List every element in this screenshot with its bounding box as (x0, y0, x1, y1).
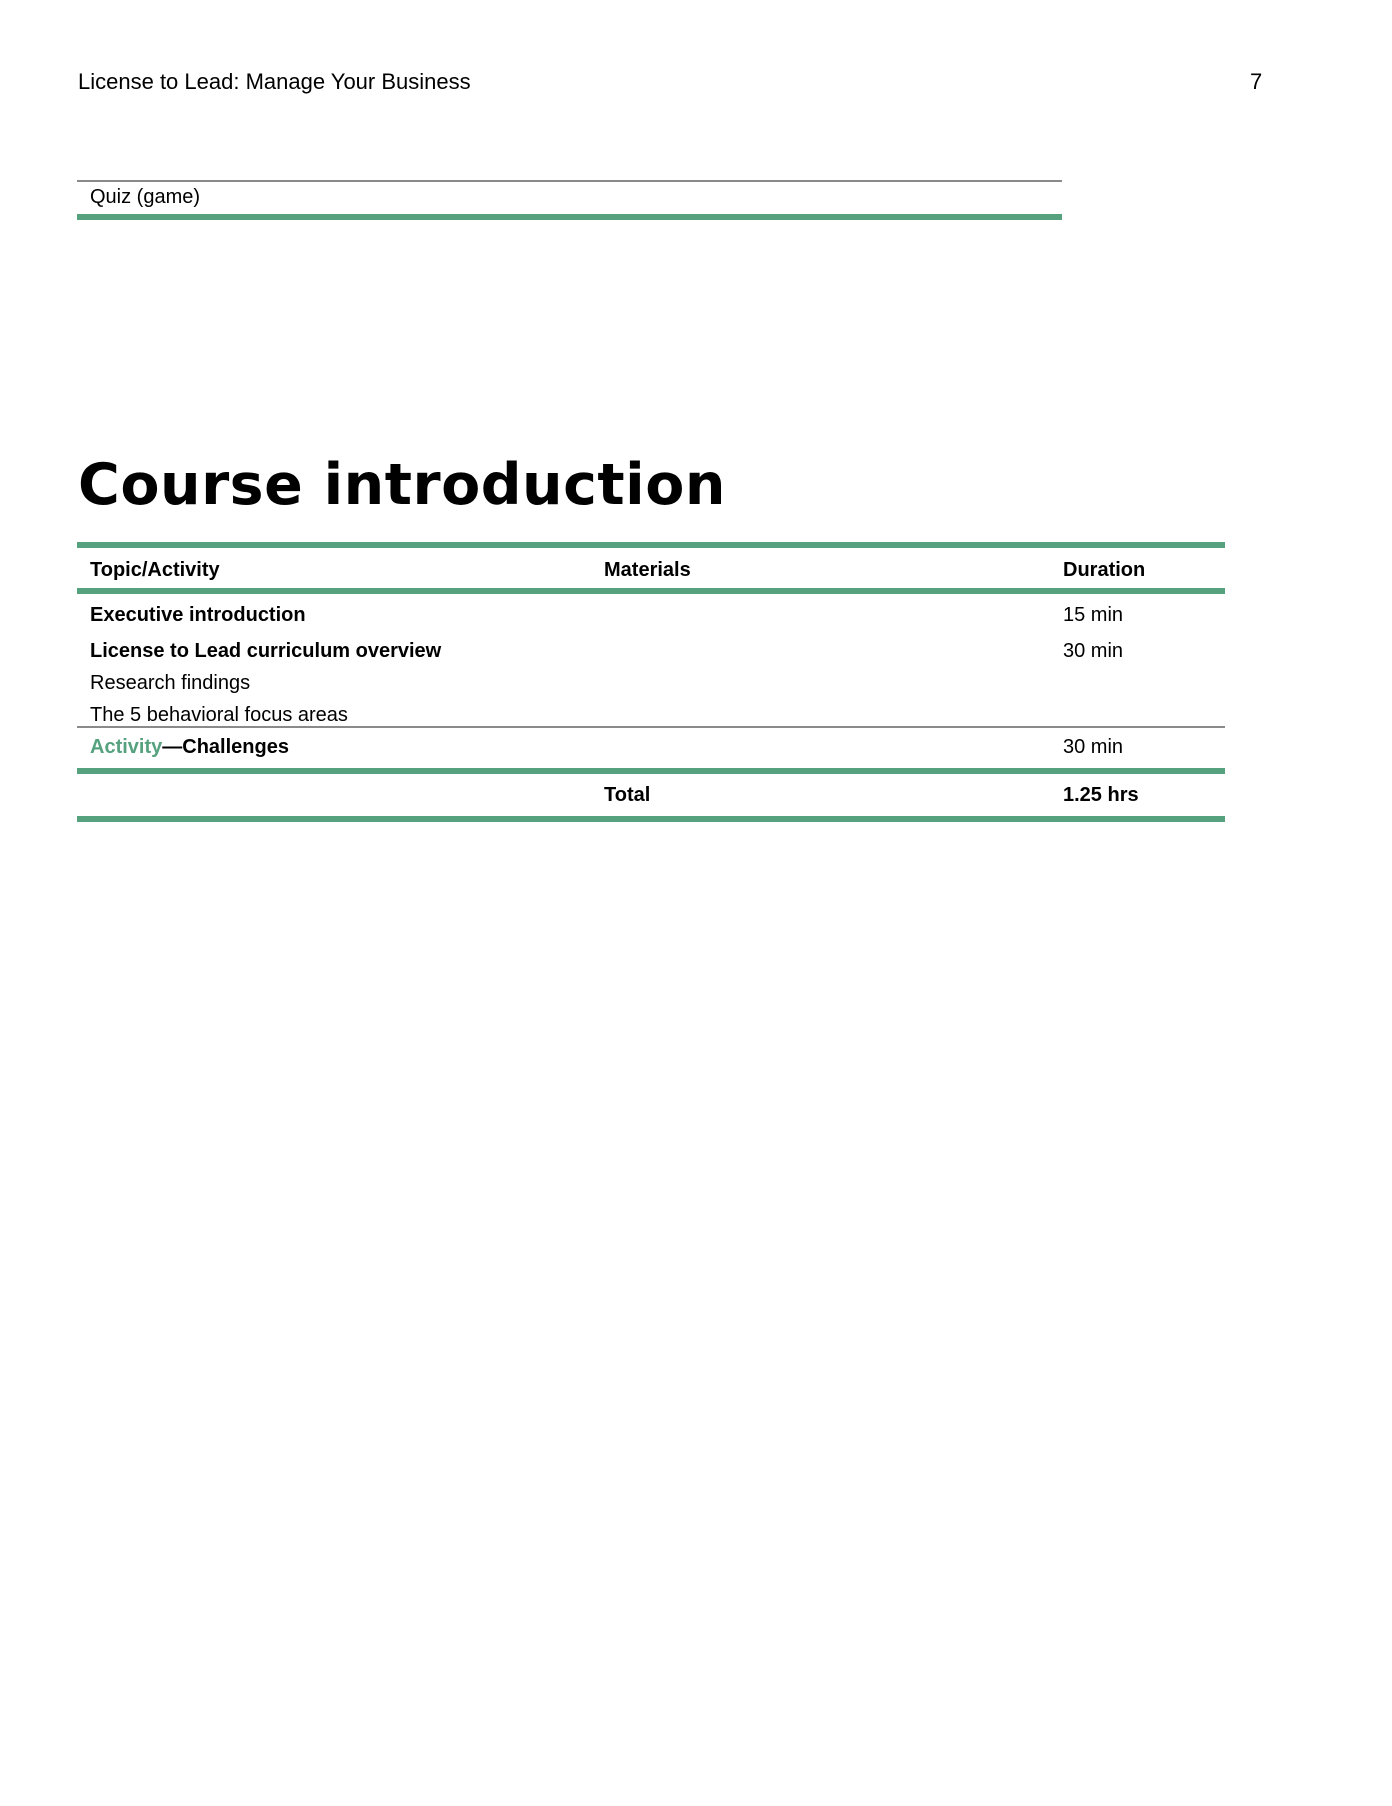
table-row (77, 636, 1225, 726)
table-total-row (77, 774, 1225, 816)
duration-cell: 30 min (1063, 640, 1124, 662)
activity-name: Challenges (182, 736, 289, 758)
topic-separator: — (162, 736, 183, 758)
duration-cell: 15 min (1063, 604, 1124, 626)
topic-cell: License to Lead curriculum overview (90, 640, 442, 662)
section-heading: Course introduction (78, 452, 726, 518)
activity-label: Activity (90, 736, 163, 758)
previous-table-continuation (77, 180, 1062, 220)
table-row (77, 728, 1225, 768)
total-value: 1.25 hrs (1063, 784, 1139, 806)
table-row (77, 594, 1225, 636)
duration-cell: 30 min (1063, 736, 1124, 758)
topic-cell (90, 736, 289, 759)
total-label: Total (604, 784, 651, 806)
table-header-row (77, 548, 1225, 588)
column-header-materials: Materials (604, 559, 691, 581)
subtopic-item: The 5 behavioral focus areas (90, 704, 348, 726)
column-header-duration: Duration (1063, 559, 1146, 581)
document-header-title: License to Lead: Manage Your Business (78, 69, 471, 94)
table-row: Quiz (game) (90, 186, 201, 208)
subtopic-item: Research findings (90, 672, 251, 694)
table-bottom-rule (77, 816, 1225, 822)
table-bottom-rule (77, 214, 1062, 220)
page-number: 7 (1250, 69, 1263, 94)
column-header-topic: Topic/Activity (90, 559, 220, 581)
topic-cell: Executive introduction (90, 604, 306, 626)
course-introduction-table (77, 542, 1225, 822)
